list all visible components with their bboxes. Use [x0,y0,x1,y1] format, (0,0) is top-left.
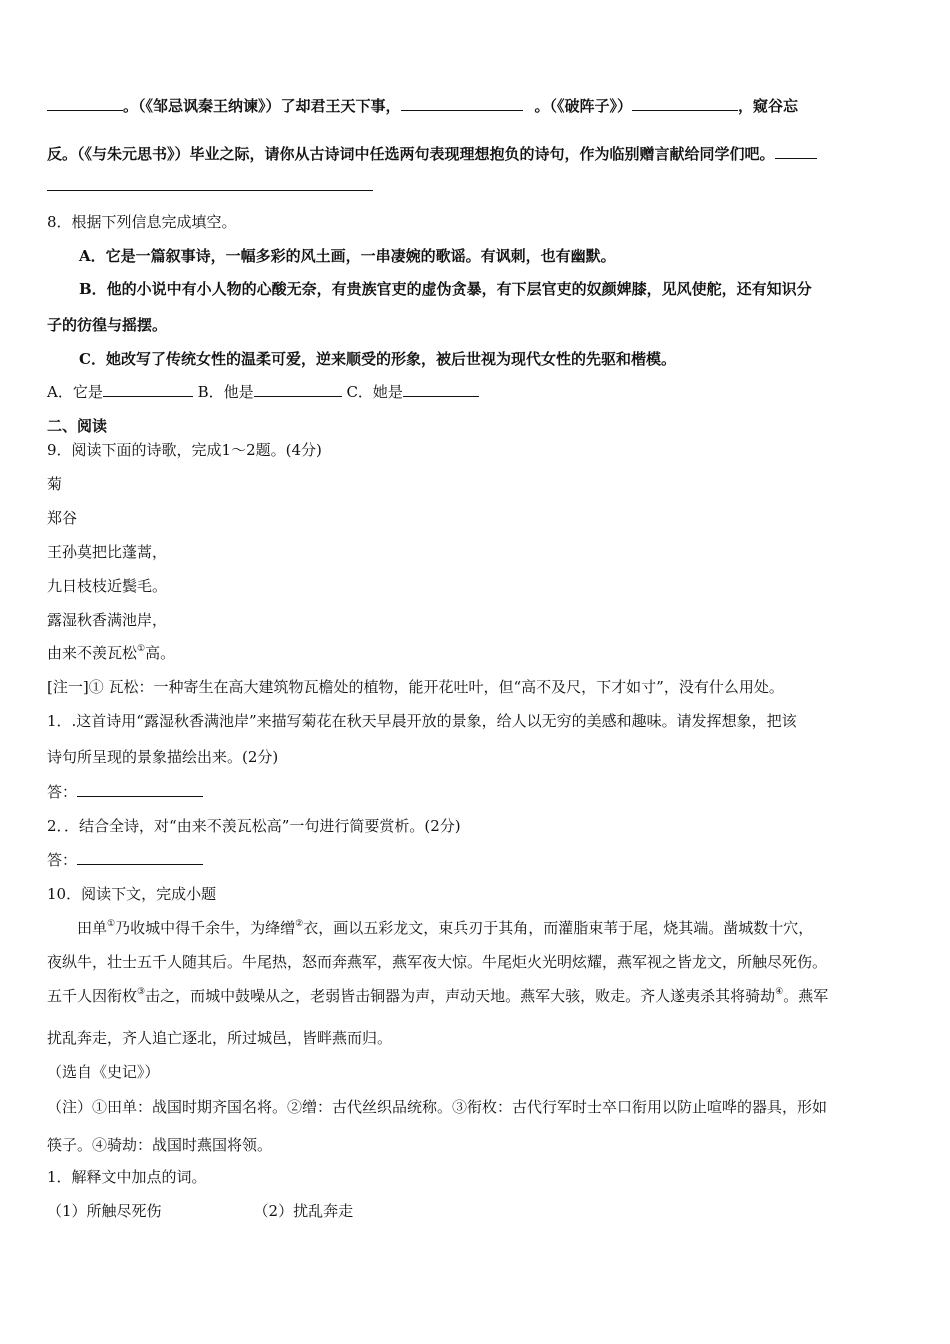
footnote-marker: ② [295,919,304,929]
fill-blank[interactable] [775,144,817,159]
passage-line: 五千人因衔枚③击之，而城中鼓噪从之，老弱皆击铜器为声，声动天地。燕军大骇，败走。齐人遂夷杀其将骑劫④。燕军 [47,987,829,1005]
q8-item-b-line2: 子的彷徨与摇摆。 [47,316,168,334]
q9-sub1-line2: 诗句所呈现的景象描绘出来。(2分) [47,748,279,766]
item-2: （2）扰乱奔走 [253,1202,354,1220]
passage-line: 夜纵牛，壮士五千人随其后。牛尾热，怒而奔燕军，燕军夜大惊。牛尾炬火光明炫耀，燕军视之皆龙文，所触尽死伤。 [47,953,828,971]
poem-title: 菊 [47,475,63,493]
footnote-marker: ④ [775,987,784,997]
q7-line-1: 。（《邹忌讽秦王纳谏》）了却君王天下事， 。（《破阵子》） ，窥谷忘 [47,96,798,116]
item-1: （1）所触尽死伤 [47,1202,162,1220]
passage-line: 田单①乃收城中得千余牛，为绛缯②衣，画以五彩龙文，束兵刃于其角，而灌脂束苇于尾，烧其端。凿城数十穴， [77,919,814,937]
poem-line: 九日枝枝近鬓毛。 [47,577,168,595]
passage-note-line2: 筷子。④骑劫：战国时燕国将领。 [47,1136,273,1154]
answer-blank-c[interactable] [403,382,479,397]
q9-title: 9．阅读下面的诗歌，完成1～2题。(4分) [47,441,322,459]
q9-sub2: 2．．结合全诗，对“由来不羡瓦松高”一句进行简要赏析。(2分) [47,817,461,835]
footnote-marker: ① [137,644,146,654]
footnote-marker: ③ [137,987,146,997]
answer-line[interactable] [47,190,373,191]
q10-title: 10．阅读下文，完成小题 [47,885,217,903]
answer-blank-a[interactable] [103,382,193,397]
q9-answer-2: 答： [47,850,203,870]
section-heading: 二、阅读 [47,417,108,435]
passage-source: （选自《史记》） [47,1063,160,1081]
q10-items [47,1201,353,1221]
q9-answer-1: 答： [47,782,203,802]
poem-author: 郑谷 [47,509,78,527]
q8-item-b-line1: B．他的小说中有小人物的心酸无奈，有贵族官吏的虚伪贪暴，有下层官吏的奴颜婢膝，见风使舵，还有知识分 [79,280,812,298]
passage-note-line1: （注）①田单：战国时期齐国名将。②缯：古代丝织品统称。③衔枚：古代行军时士卒口衔用以防止喧哗的器具，形如 [47,1098,828,1116]
poem-line: 王孙莫把比蓬蒿， [47,543,168,561]
passage-line: 扰乱奔走，齐人追亡逐北，所过城邑，皆畔燕而归。 [47,1029,393,1047]
footnote-marker: ① [107,919,116,929]
q8-item-a: A．它是一篇叙事诗，一幅多彩的风土画，一串凄婉的歌谣。有讽刺，也有幽默。 [79,247,616,265]
fill-blank[interactable] [632,96,738,111]
fill-blank[interactable] [47,96,123,111]
q9-sub1-line1: 1．.这首诗用“露湿秋香满池岸”来描写菊花在秋天早晨开放的景象，给人以无穷的美感和趣味。请发挥想象，把该 [47,712,797,730]
q8-answers: A．它是 B．他是 C．她是 [47,382,479,402]
poem-line: 由来不羡瓦松①高。 [47,644,176,662]
q7-line-2: 反。（《与朱元思书》）毕业之际，请你从古诗词中任选两句表现理想抱负的诗句，作为临别赠言献给同学们吧。 [47,144,817,164]
answer-blank[interactable] [77,850,203,865]
poem-note: [注一]① 瓦松：一种寄生在高大建筑物瓦檐处的植物，能开花吐叶，但“高不及尺，下才如寸”，没有什么用处。 [47,678,784,696]
poem-line: 露湿秋香满池岸， [47,611,168,629]
q8-item-c: C．她改写了传统女性的温柔可爱，逆来顺受的形象，被后世视为现代女性的先驱和楷模。 [79,350,676,368]
answer-blank-b[interactable] [254,382,342,397]
q10-sub1: 1．解释文中加点的词。 [47,1168,207,1186]
answer-blank[interactable] [77,782,203,797]
fill-blank[interactable] [401,96,523,111]
q8-title: 8．根据下列信息完成填空。 [47,213,237,231]
